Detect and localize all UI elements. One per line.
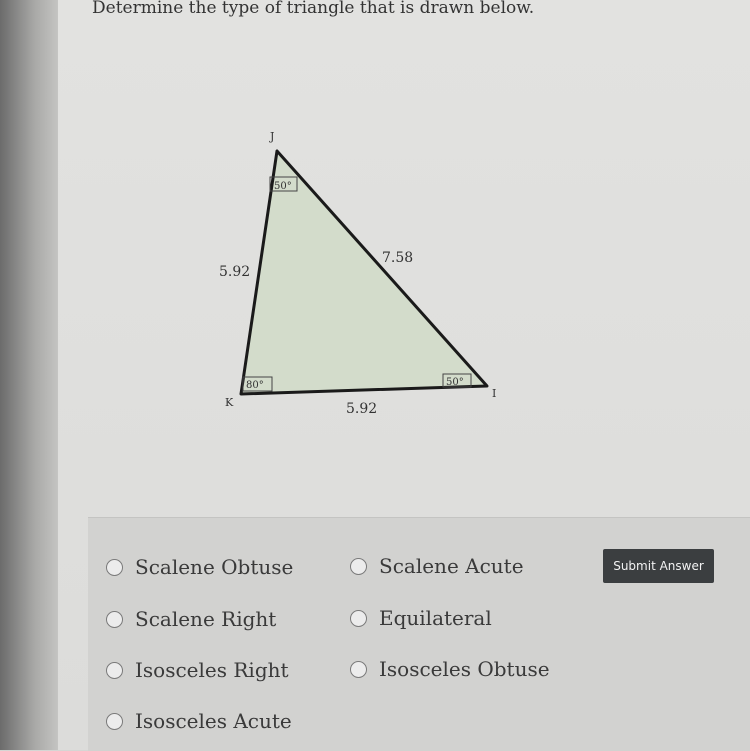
radio-button[interactable] — [350, 610, 367, 627]
question-text: Determine the type of triangle that is drawn below. — [92, 0, 535, 18]
option-label: Isosceles Obtuse — [379, 657, 550, 681]
radio-button[interactable] — [106, 559, 123, 576]
radio-button[interactable] — [106, 662, 123, 679]
option-equilateral[interactable] — [350, 606, 492, 630]
submit-answer-button[interactable]: Submit Answer — [603, 549, 714, 583]
option-isosceles-right[interactable] — [106, 658, 289, 682]
option-label: Scalene Acute — [379, 554, 524, 578]
side-label-ji: 7.58 — [382, 250, 414, 266]
option-label: Isosceles Right — [135, 658, 289, 682]
option-isosceles-obtuse[interactable] — [350, 657, 550, 681]
radio-button[interactable] — [350, 661, 367, 678]
radio-button[interactable] — [106, 611, 123, 628]
option-scalene-right[interactable] — [106, 607, 276, 631]
option-scalene-acute[interactable] — [350, 554, 524, 578]
angle-label-j: 50° — [274, 181, 292, 192]
radio-button[interactable] — [350, 558, 367, 575]
vertex-label-j: J — [270, 130, 275, 143]
angle-label-i: 50° — [446, 377, 464, 388]
option-label: Isosceles Acute — [135, 709, 292, 733]
option-label: Equilateral — [379, 606, 492, 630]
option-isosceles-acute[interactable] — [106, 709, 292, 733]
option-label: Scalene Right — [135, 607, 277, 631]
angle-label-k: 80° — [246, 380, 264, 391]
side-label-ki: 5.92 — [346, 401, 378, 417]
option-scalene-obtuse[interactable] — [106, 555, 293, 579]
vertex-label-i: I — [492, 387, 497, 400]
option-label: Scalene Obtuse — [135, 555, 294, 579]
radio-button[interactable] — [106, 713, 123, 730]
vertex-label-k: K — [225, 396, 234, 409]
side-label-jk: 5.92 — [219, 264, 251, 280]
